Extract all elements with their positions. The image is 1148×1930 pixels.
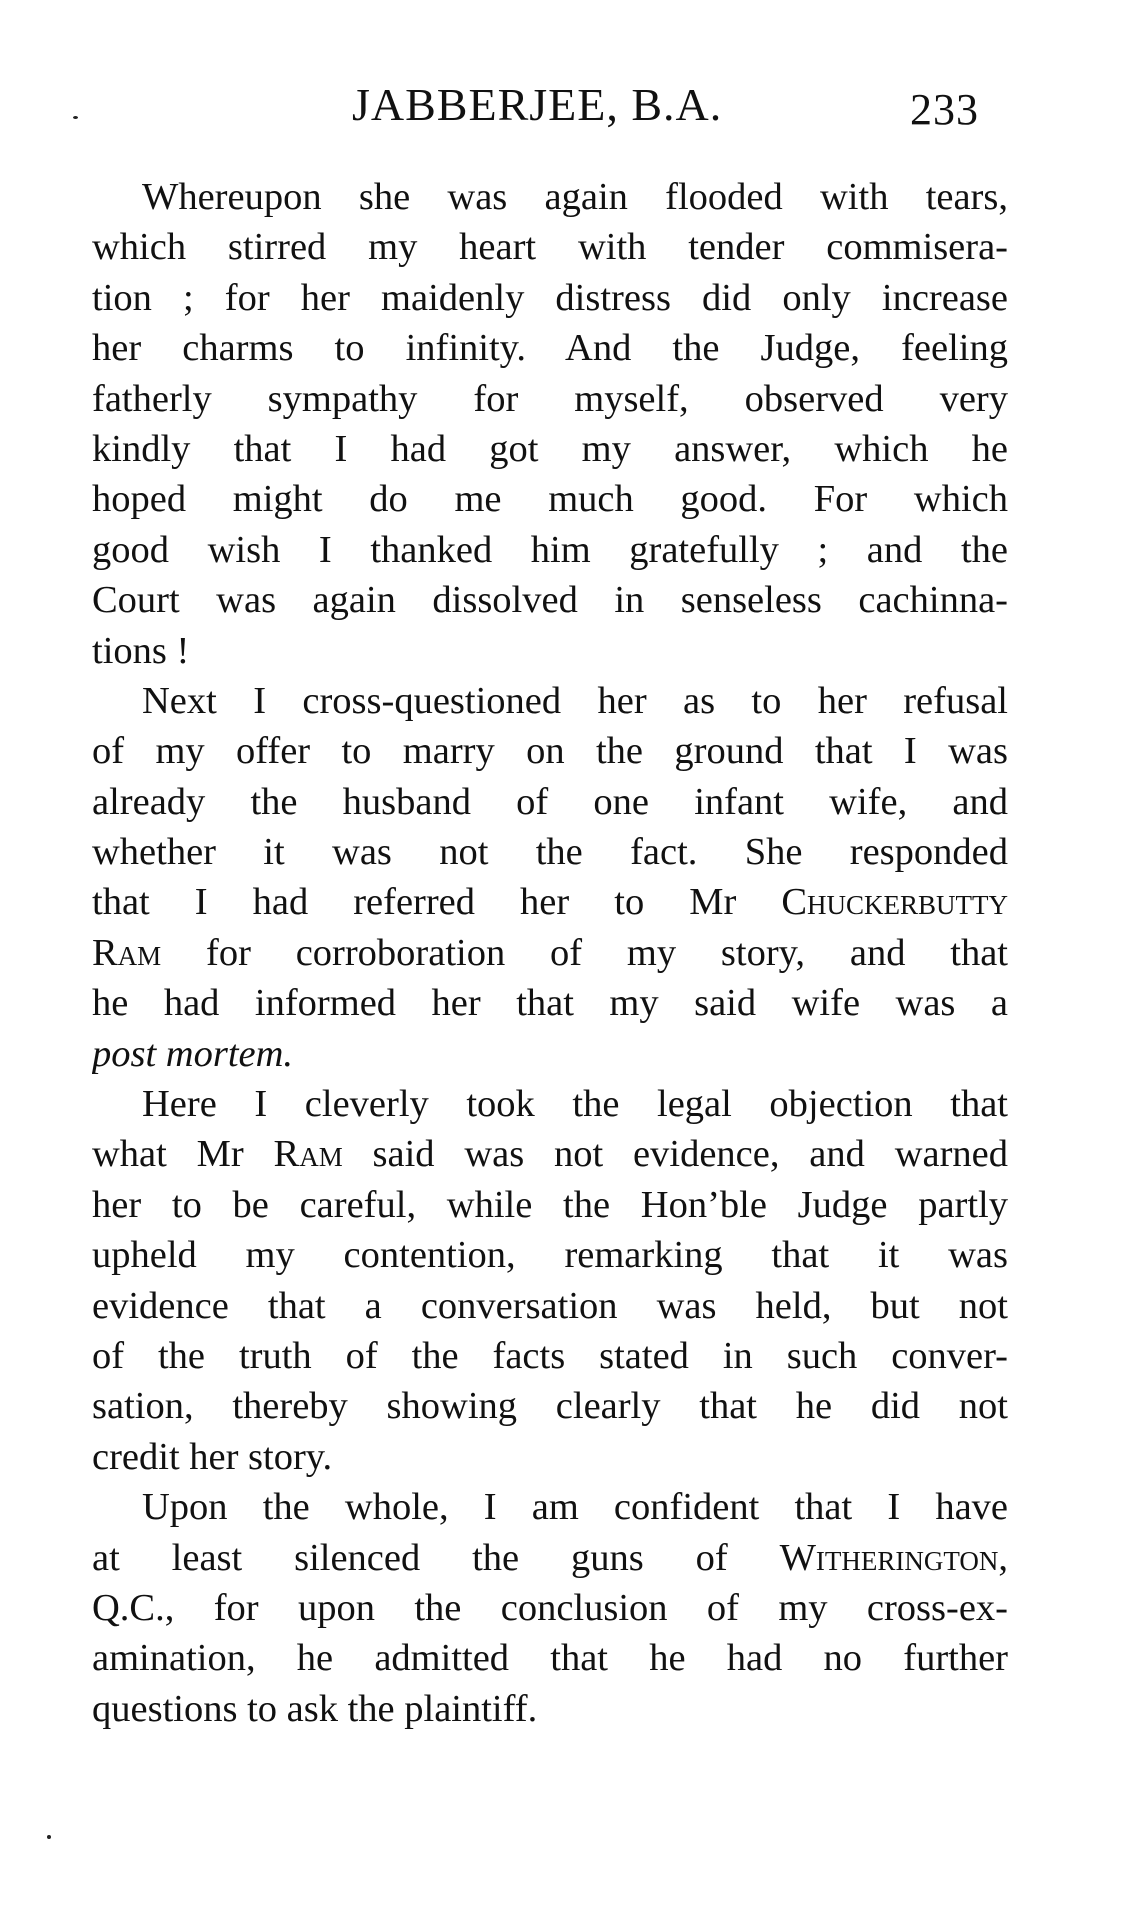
name-ram: Ram bbox=[273, 1133, 343, 1176]
text-line: Q.C., for upon the conclusion of my cross-ex- bbox=[92, 1586, 1008, 1629]
text-line: Next I cross-questioned her as to her refusal bbox=[142, 679, 1008, 722]
paragraph bbox=[92, 1079, 1008, 1482]
text-run: , bbox=[998, 1536, 1008, 1579]
text-line: fatherly sympathy for myself, observed very bbox=[92, 377, 1008, 420]
name-witherington: Witherington bbox=[779, 1536, 999, 1579]
text-line: Whereupon she was again flooded with tears, bbox=[142, 176, 1008, 218]
body-text bbox=[92, 172, 1008, 1734]
text-line: already the husband of one infant wife, and bbox=[92, 780, 1008, 823]
text-line: Court was again dissolved in senseless cachinna- bbox=[92, 579, 1008, 622]
name-ram: Ram bbox=[92, 931, 162, 974]
text-line: Upon the whole, I am confident that I have bbox=[142, 1486, 1008, 1529]
paragraph bbox=[92, 1482, 1008, 1734]
text-line: tions ! bbox=[92, 629, 190, 672]
text-line: her charms to infinity. And the Judge, feeling bbox=[92, 327, 1008, 370]
text-line: amination, he admitted that he had no further bbox=[92, 1637, 1008, 1680]
text-line: evidence that a conversation was held, but not bbox=[92, 1284, 1008, 1327]
print-speck bbox=[73, 116, 78, 119]
text-line: whether it was not the fact. She responded bbox=[92, 831, 1008, 874]
text-line: tion ; for her maidenly distress did only increase bbox=[92, 276, 1008, 319]
print-speck bbox=[47, 1835, 51, 1839]
page-number: 233 bbox=[910, 85, 979, 134]
text-run: that I had referred her to Mr bbox=[92, 881, 782, 924]
text-line: of the truth of the facts stated in such conver- bbox=[92, 1334, 1008, 1377]
text-run: what Mr bbox=[92, 1133, 274, 1176]
text-line: her to be careful, while the Hon’ble Judge partly bbox=[92, 1183, 1008, 1226]
text-line: good wish I thanked him gratefully ; and the bbox=[92, 528, 1008, 571]
text-line bbox=[92, 928, 1008, 978]
text-line-italic: post mortem. bbox=[92, 1032, 294, 1075]
text-line bbox=[92, 1129, 1008, 1179]
running-title: JABBERJEE, B.A. bbox=[352, 79, 723, 130]
text-line: credit her story. bbox=[92, 1435, 333, 1478]
text-run: said was not evidence, and warned bbox=[342, 1133, 1008, 1176]
text-line bbox=[92, 1533, 1008, 1583]
text-line bbox=[92, 877, 1008, 927]
text-line: upheld my contention, remarking that it was bbox=[92, 1234, 1008, 1277]
paragraph bbox=[92, 172, 1008, 676]
text-line: kindly that I had got my answer, which he bbox=[92, 427, 1008, 470]
paragraph bbox=[92, 676, 1008, 1079]
text-line: sation, thereby showing clearly that he did not bbox=[92, 1385, 1008, 1428]
text-run: at least silenced the guns of bbox=[92, 1536, 780, 1579]
text-line: he had informed her that my said wife was a bbox=[92, 982, 1008, 1025]
text-line: Here I cleverly took the legal objection that bbox=[142, 1083, 1008, 1126]
page-header bbox=[0, 78, 1148, 148]
text-line: questions to ask the plaintiff. bbox=[92, 1687, 538, 1730]
name-chuckerbutty: Chuckerbutty bbox=[781, 881, 1008, 924]
text-line: of my offer to marry on the ground that I was bbox=[92, 730, 1008, 773]
text-line: which stirred my heart with tender commisera- bbox=[92, 226, 1008, 269]
text-line: hoped might do me much good. For which bbox=[92, 478, 1008, 521]
text-run: for corroboration of my story, and that bbox=[161, 931, 1008, 974]
